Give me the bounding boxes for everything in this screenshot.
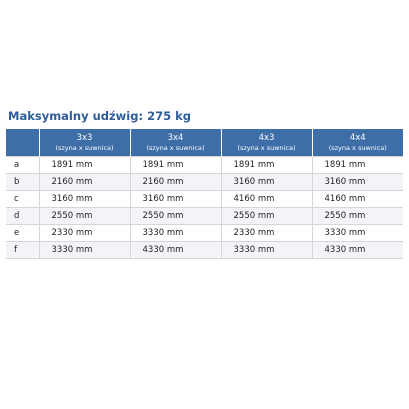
table-cell: 3330 mm	[312, 225, 403, 242]
dimensions-table	[6, 129, 403, 259]
table-cell: 4160 mm	[221, 191, 312, 208]
row-key: e	[6, 225, 39, 242]
table-cell: 3160 mm	[221, 174, 312, 191]
table-cell: 3160 mm	[130, 191, 221, 208]
table-cell: 2160 mm	[130, 174, 221, 191]
table-cell: 2330 mm	[39, 225, 130, 242]
table-cell: 4160 mm	[312, 191, 403, 208]
row-key: b	[6, 174, 39, 191]
table-cell: 1891 mm	[312, 157, 403, 174]
header-size-label: 3x3	[76, 132, 93, 143]
table-cell: 1891 mm	[221, 157, 312, 174]
table-cell: 3160 mm	[312, 174, 403, 191]
table-row	[6, 242, 403, 259]
table-cell: 4330 mm	[312, 242, 403, 259]
header-size-label: 3x4	[167, 132, 184, 143]
table-row	[6, 157, 403, 174]
table-cell: 1891 mm	[130, 157, 221, 174]
table-row	[6, 225, 403, 242]
table-cell: 3330 mm	[130, 225, 221, 242]
row-key: d	[6, 208, 39, 225]
row-key: a	[6, 157, 39, 174]
row-key: f	[6, 242, 39, 259]
table-cell: 4330 mm	[130, 242, 221, 259]
table-cell: 2160 mm	[39, 174, 130, 191]
header-cell-empty	[6, 129, 39, 157]
table-cell: 3330 mm	[221, 242, 312, 259]
table-title: Maksymalny udźwig: 275 kg	[8, 109, 191, 123]
header-size-label: 4x3	[258, 132, 275, 143]
table-row	[6, 208, 403, 225]
table-row	[6, 174, 403, 191]
header-cell	[312, 129, 403, 157]
table-cell: 2330 mm	[221, 225, 312, 242]
table-cell: 3330 mm	[39, 242, 130, 259]
table-cell: 2550 mm	[221, 208, 312, 225]
header-size-sub: (szyna x suwnica)	[55, 143, 114, 152]
table-cell: 2550 mm	[39, 208, 130, 225]
header-size-sub: (szyna x suwnica)	[146, 143, 205, 152]
header-size-label: 4x4	[349, 132, 366, 143]
table-cell: 3160 mm	[39, 191, 130, 208]
table-cell: 1891 mm	[39, 157, 130, 174]
table-cell: 2550 mm	[130, 208, 221, 225]
header-cell	[39, 129, 130, 157]
row-key: c	[6, 191, 39, 208]
header-row	[6, 129, 403, 157]
header-cell	[130, 129, 221, 157]
table-row	[6, 191, 403, 208]
header-cell	[221, 129, 312, 157]
table-cell: 2550 mm	[312, 208, 403, 225]
header-size-sub: (szyna x suwnica)	[237, 143, 296, 152]
header-size-sub: (szyna x suwnica)	[328, 143, 387, 152]
